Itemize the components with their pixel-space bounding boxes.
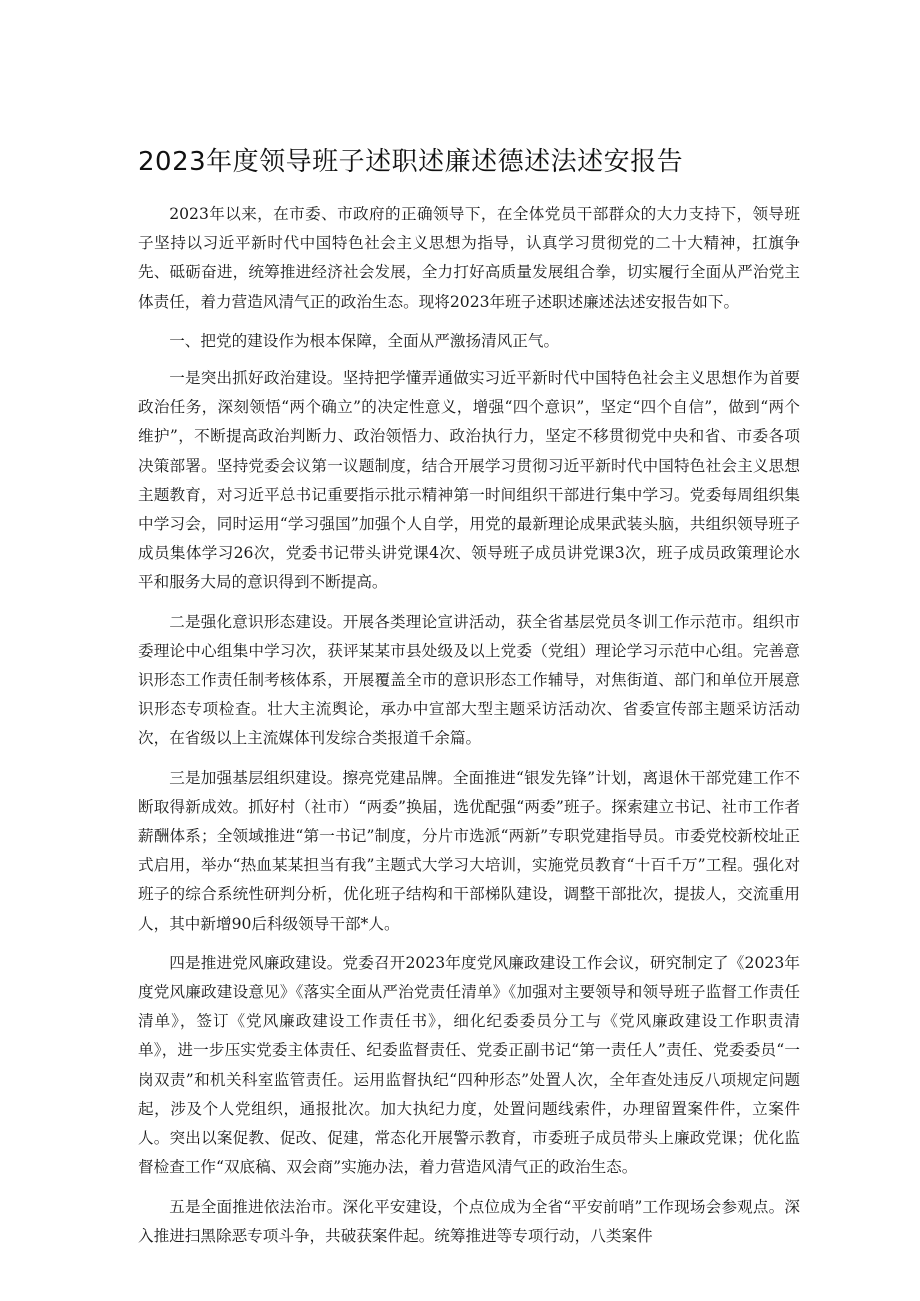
paragraph-grassroots-organization: 三是加强基层组织建设。擦亮党建品牌。全面推进“银发先锋”计划，离退休干部党建工作不断取得新成效。抓好村（社市）“两委”换届，选优配强“两委”班子。探索建立书记、社市工作者薪酬体系；全领域推进“第一书记”制度，分片市选派“两新”专职党建指导员。市委党校新校址正式启用，举办“热血某某担当有我”主题式大学习大培训，实施党员教育“十百千万”工程。强化对班子的综合系统性研判分析，优化班子结构和干部梯队建设，调整干部批次，提拔人，交流重用人，其中新增90后科级领导干部*人。 (138, 768, 800, 933)
section-heading-1: 一、把党的建设作为根本保障，全面从严激扬清风正气。 (169, 331, 560, 350)
paragraph-political-building: 一是突出抓好政治建设。坚持把学懂弄通做实习近平新时代中国特色社会主义思想作为首要政治任务，深刻领悟“两个确立”的决定性意义，增强“四个意识”，坚定“四个自信”，做到“两个维护”，不断提高政治判断力、政治领悟力、政治执行力，坚定不移贯彻党中央和省、市委各项决策部署。坚持党委会议第一议题制度，结合开展学习贯彻习近平新时代中国特色社会主义思想主题教育，对习近平总书记重要指示批示精神第一时间组织干部进行集中学习。党委每周组织集中学习会，同时运用“学习强国”加强个人自学，用党的最新理论成果武装头脑，共组织领导班子成员集体学习26次，党委书记带头讲党课4次、领导班子成员讲党课3次，班子成员政策理论水平和服务大局的意识得到不断提高。 (138, 369, 800, 592)
document-page (138, 140, 800, 1261)
paragraph-ideology-building: 二是强化意识形态建设。开展各类理论宣讲活动，获全省基层党员冬训工作示范市。组织市委理论中心组集中学习次，获评某某市县处级及以上党委（党组）理论学习示范中心组。完善意识形态工作责任制考核体系，开展覆盖全市的意识形态工作辅导，对焦街道、部门和单位开展意识形态专项检查。壮大主流舆论，承办中宣部大型主题采访活动次、省委宣传部主题采访活动次，在省级以上主流媒体刊发综合类报道千余篇。 (138, 612, 800, 748)
document-title: 2023年度领导班子述职述廉述德述法述安报告 (138, 147, 684, 177)
intro-paragraph: 2023年以来，在市委、市政府的正确领导下，在全体党员干部群众的大力支持下，领导班子坚持以习近平新时代中国特色社会主义思想为指导，认真学习贯彻党的二十大精神，扛旗争先、砥砺奋进，统筹推进经济社会发展，全力打好高质量发展组合拳，切实履行全面从严治党主体责任，着力营造风清气正的政治生态。现将2023年班子述职述廉述法述安报告如下。 (138, 205, 800, 311)
paragraph-rule-of-law: 五是全面推进依法治市。深化平安建设，个点位成为全省“平安前哨”工作现场会参观点。深入推进扫黑除恶专项斗争，共破获案件起。统筹推进等专项行动，八类案件 (138, 1197, 800, 1245)
paragraph-integrity-building: 四是推进党风廉政建设。党委召开2023年度党风廉政建设工作会议，研究制定了《2023年度党风廉政建设意见》《落实全面从严治党责任清单》《加强对主要领导和领导班子监督工作责任清单》，签订《党风廉政建设工作责任书》，细化纪委委员分工与《党风廉政建设工作职责清单》，进一步压实党委主体责任、纪委监督责任、党委正副书记“第一责任人”责任、党委委员“一岗双责”和机关科室监管责任。运用监督执纪“四种形态”处置人次，全年查处违反八项规定问题起，涉及个人党组织，通报批次。加大执纪力度，处置问题线索件，办理留置案件件，立案件人。突出以案促教、促改、促建，常态化开展警示教育，市委班子成员带头上廉政党课；优化监督检查工作“双底稿、双会商”实施办法，着力营造风清气正的政治生态。 (138, 953, 800, 1177)
